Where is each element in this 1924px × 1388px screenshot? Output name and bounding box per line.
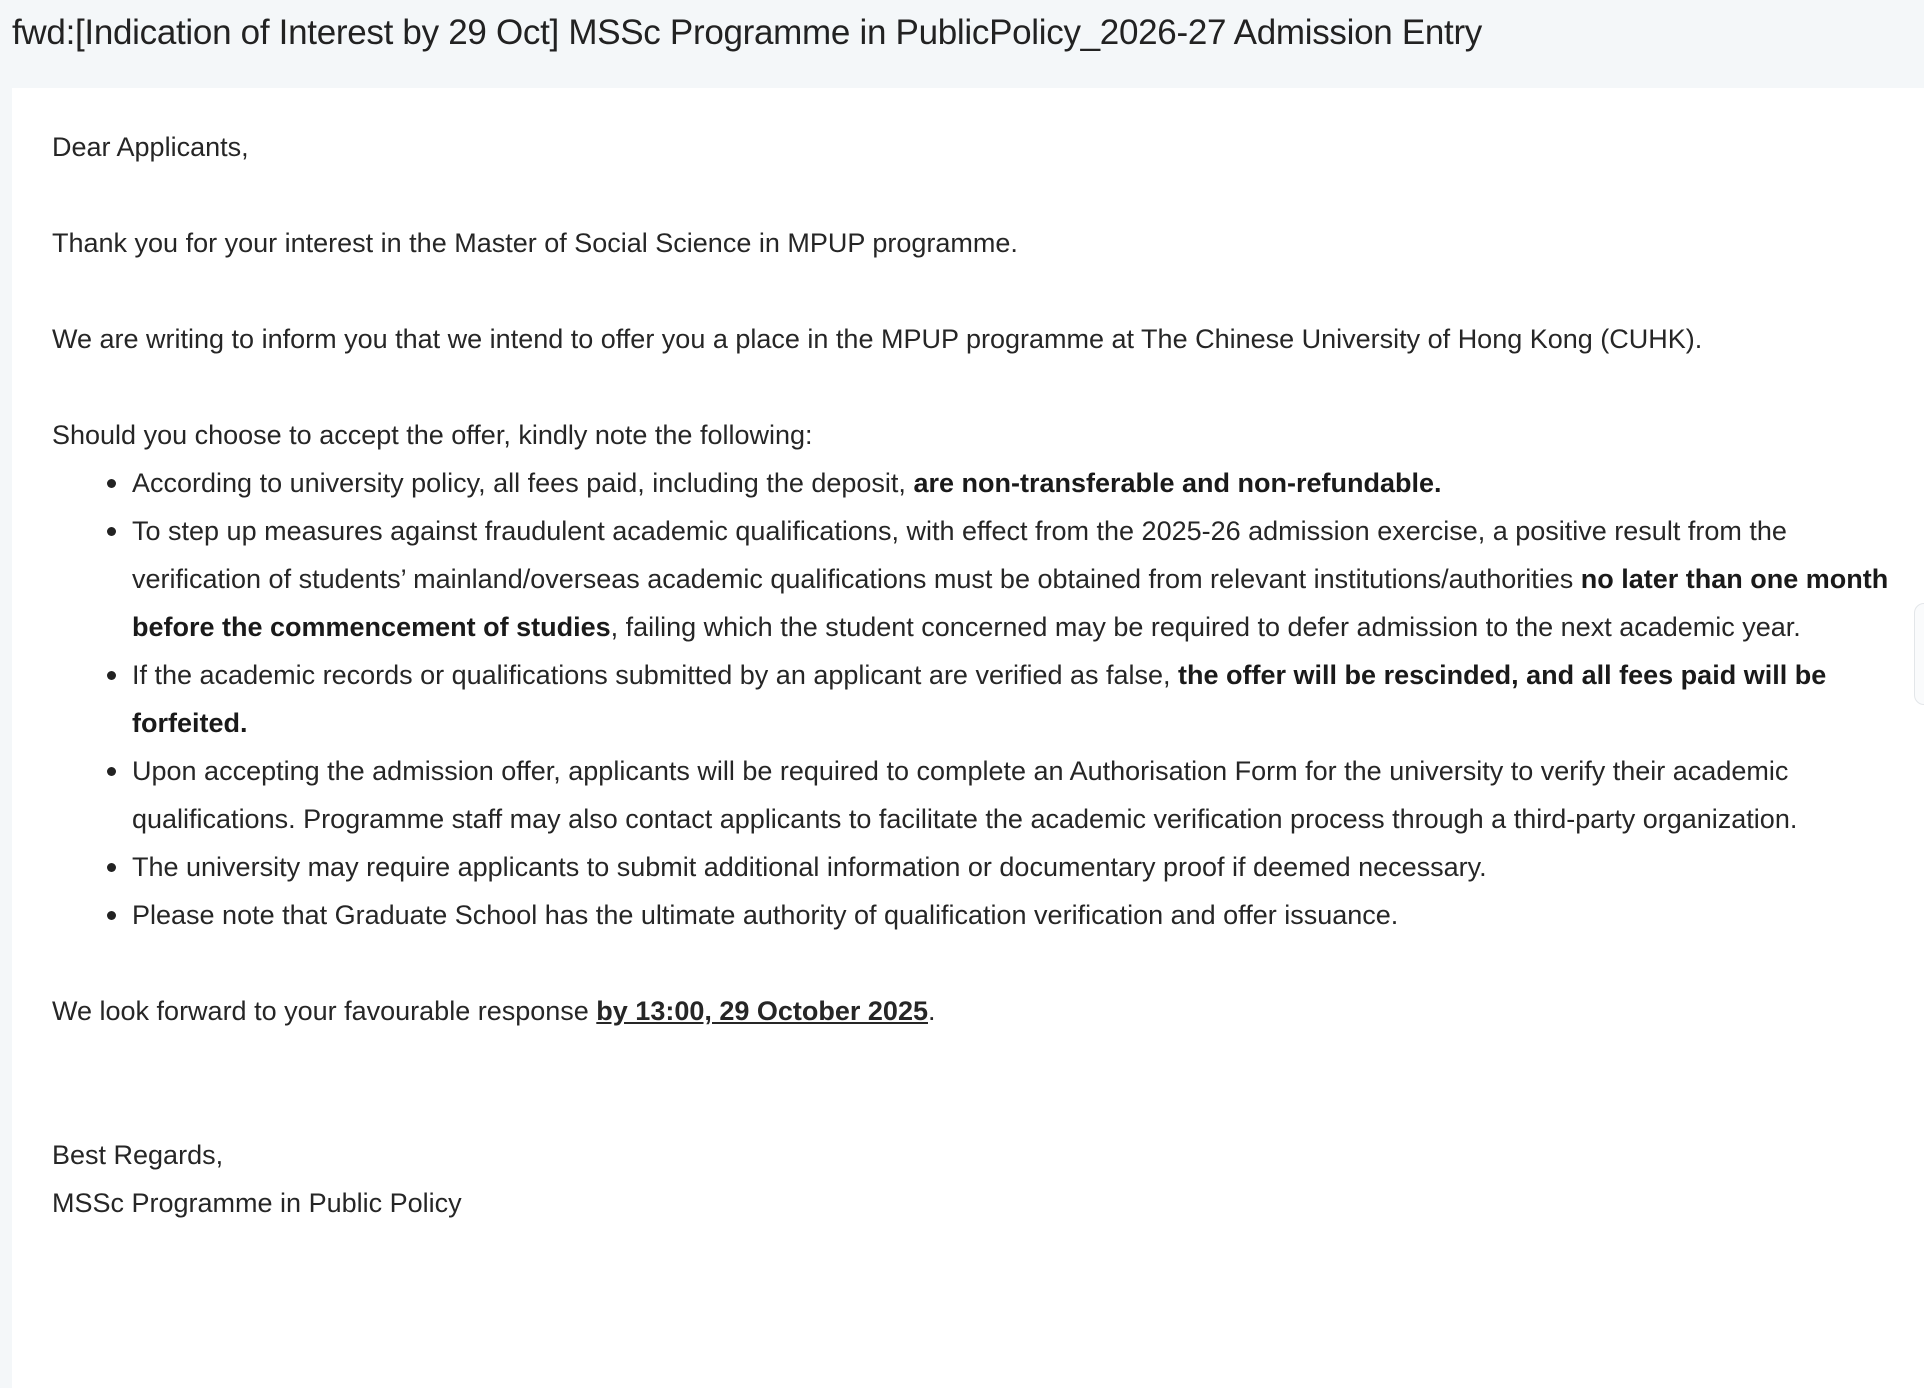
signoff: Best Regards, — [52, 1140, 224, 1170]
list-item — [132, 651, 1902, 747]
bullet-text: The university may require applicants to submit additional information or documentary proof if deemed necessary. — [132, 852, 1487, 882]
bullet-bold-text: the offer will be rescinded, and all fees paid will be forfeited. — [132, 660, 1827, 738]
scrollbar[interactable] — [1914, 603, 1924, 705]
list-item — [132, 507, 1902, 651]
email-body — [52, 123, 1902, 1227]
list-item — [132, 843, 1902, 891]
signature: MSSc Programme in Public Policy — [52, 1188, 462, 1218]
bullet-text: To step up measures against fraudulent academic qualifications, with effect from the 2025-26 admission exercise, a positive result from the verification of students’ mainland/overseas academic qualifications must be obtained from relevant institutions/authorities — [132, 516, 1787, 594]
list-item — [132, 459, 1902, 507]
notes-list — [52, 459, 1902, 939]
response-deadline: by 13:00, 29 October 2025 — [596, 996, 928, 1026]
list-item — [132, 747, 1902, 843]
paragraph-thanks: Thank you for your interest in the Master of Social Science in MPUP programme. — [52, 228, 1018, 258]
email-subject: fwd:[Indication of Interest by 29 Oct] MSSc Programme in PublicPolicy_2026-27 Admission Entry — [12, 13, 1483, 52]
closing-period: . — [927, 996, 936, 1026]
bullet-text: Please note that Graduate School has the ultimate authority of qualification verification and offer issuance. — [132, 900, 1399, 930]
bullet-text: Upon accepting the admission offer, applicants will be required to complete an Authorisation Form for the university to verify their academic qualifications. Programme staff may also contact applicants to facilitate the academic verification process through a third-party organization. — [132, 756, 1798, 834]
paragraph-closing — [52, 987, 1902, 1035]
paragraph-intro: Should you choose to accept the offer, kindly note the following: — [52, 420, 813, 450]
list-item — [132, 891, 1902, 939]
closing-text: We look forward to your favourable response — [52, 996, 597, 1026]
paragraph-offer: We are writing to inform you that we intend to offer you a place in the MPUP programme at The Chinese University of Hong Kong (CUHK). — [52, 324, 1703, 354]
bullet-text: If the academic records or qualifications submitted by an applicant are verified as false, — [132, 660, 1179, 690]
bullet-text: , failing which the student concerned may be required to defer admission to the next academic year. — [610, 612, 1801, 642]
bullet-bold-text: are non-transferable and non-refundable. — [913, 468, 1442, 498]
bullet-text: According to university policy, all fees paid, including the deposit, — [132, 468, 914, 498]
greeting: Dear Applicants, — [52, 132, 249, 162]
bullet-bold-text: no later than one month before the commencement of studies — [132, 564, 1889, 642]
